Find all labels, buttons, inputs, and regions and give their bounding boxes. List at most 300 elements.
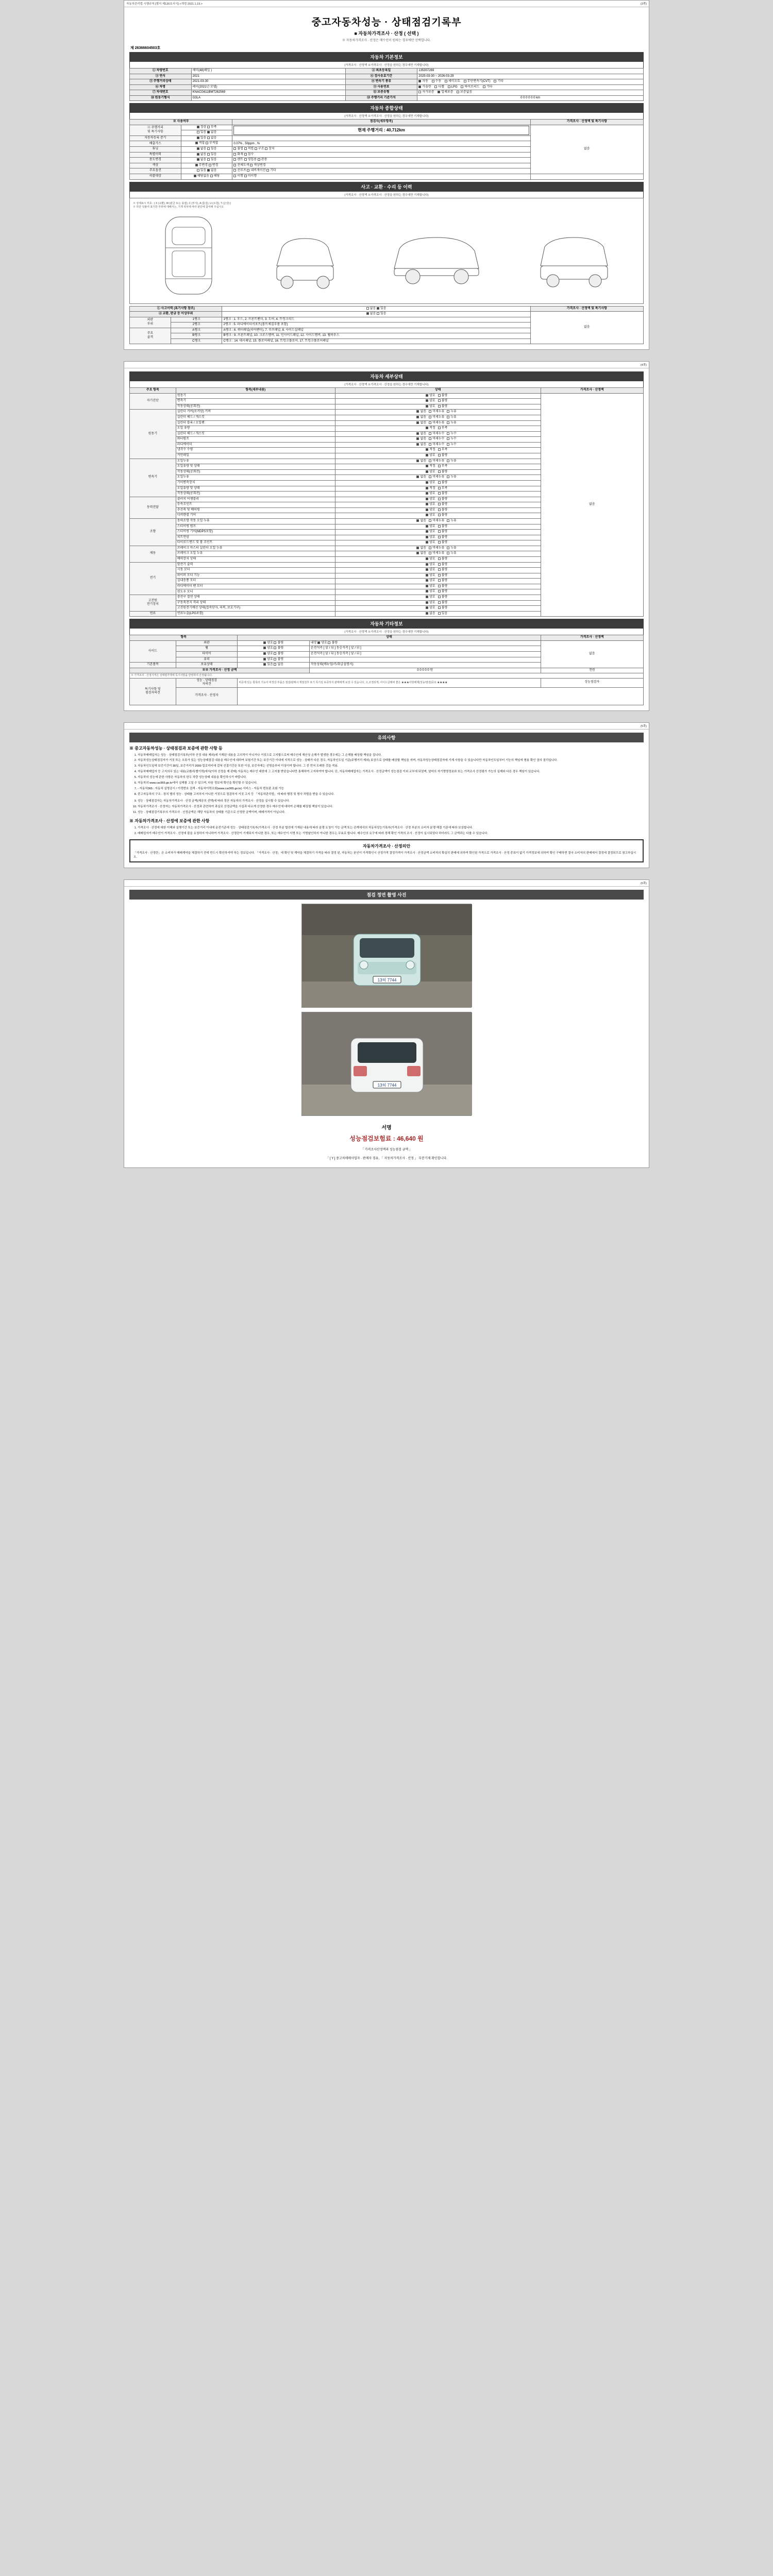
footer-note-1: 「 가격조사산정액과 성능점검 금액 」 — [361, 1148, 412, 1152]
detail-item-options[interactable]: 적정 부족 — [335, 464, 541, 470]
detail-item-label: 작동상태(공회전) — [176, 469, 335, 475]
label-first-reg: ② 최초등록일 — [345, 69, 417, 74]
etc-label-glass: 유리 — [176, 657, 238, 663]
notice-title: 유의사항 — [129, 733, 644, 742]
detail-item-options[interactable]: 양호 불량 — [335, 469, 541, 475]
table-header-row — [130, 635, 644, 641]
overall-row-label-3: 튜닝 — [130, 147, 181, 152]
page-mark-4: (6쪽) — [640, 882, 647, 886]
basic-info-table — [129, 68, 644, 101]
overall-col-0: ※ 사용여부 — [130, 120, 232, 125]
car-rear-view-icon — [530, 217, 618, 294]
document-page — [0, 0, 773, 1190]
trans-opt-0[interactable]: 자동 — [418, 80, 428, 84]
label-engine: ⑩ 원동기형식 — [130, 95, 192, 101]
trans-opt-3[interactable]: 무단변속기(CVT) — [464, 80, 491, 84]
detail-item-options[interactable]: 양호 불량 — [335, 600, 541, 606]
detail-col-2: 상태 — [335, 388, 541, 394]
detail-item-options[interactable]: 없음 미세누유 누유 — [335, 459, 541, 464]
accident-rank-c-value: C랭크 : 14. 대시패널, 15. 플로어패널, 16. 트렁크플로어, 17. 트렁크플로어패널 — [222, 338, 530, 344]
fuel-opt-0[interactable]: 가솔린 — [418, 86, 431, 90]
etc-right-tire: 운전석측 [ 앞 / 뒤 ] 동승석측 [ 앞 / 뒤 ] — [309, 652, 541, 657]
detail-item-label: 워터펌프 — [176, 437, 335, 443]
detail-item-options[interactable]: 적정 부족 — [335, 448, 541, 453]
notice-item: 8. 중고자동차의 구조 · 장치 별의 성능 · 상태를 고지하지 아니한 거짓으로 점검하지 거짓 고지 등 「자동차관리법」에 따라 행정 및 형사 처벌을 받을 수 있습니다. — [138, 792, 644, 797]
detail-item-options[interactable]: 양호 불량 — [335, 524, 541, 530]
detail-item-options[interactable]: 양호 불량 — [335, 497, 541, 502]
plate-rear-text: 13허 7744 — [377, 1083, 397, 1088]
overall-detail-7: 선루프 내비게이션 기타 — [232, 168, 530, 174]
detail-item-label: 발전기 출력 — [176, 562, 335, 568]
detail-item-label: 실린더 커버(로커암) 커버 — [176, 410, 335, 415]
detail-item-label: 시동 모터 — [176, 568, 335, 573]
detail-group-6: 전기 — [130, 562, 176, 595]
detail-item-label: 라디에이터 팬 모터 — [176, 584, 335, 589]
accident-rank-c: C랭크 — [171, 338, 222, 344]
etc-sig-left-2: 가격조사 · 산정자 — [176, 687, 238, 705]
notice-list-1 — [129, 753, 644, 798]
detail-item-options[interactable]: 양호 불량 — [335, 502, 541, 508]
car-diagram-group — [133, 209, 640, 300]
label-warranty: ⑪ 보증유형 — [345, 90, 417, 96]
table-row — [130, 306, 644, 312]
detail-item-options[interactable]: 양호 불량 — [335, 453, 541, 459]
detail-item-options[interactable]: 양호 불량 — [335, 530, 541, 535]
document-subtitle-note: ※ 자동차가격조사 · 산정은 매수인이 원하는 경우에만 선택합니다. — [342, 39, 431, 42]
detail-item-label: 스티어링 기어(MDPS포함) — [176, 530, 335, 535]
diagram-legend-1: ※ 상태표시 부호 : ( X (교환), W (판금 또는 용접), C (부식), A (흠집), U (요철), T (손상) ) — [133, 201, 231, 205]
detail-group-8: 연료 — [130, 611, 176, 617]
detail-item-label: 와이퍼 모터 기능 — [176, 573, 335, 579]
overall-mileage-value: 40,712km — [386, 127, 405, 132]
trans-opt-1[interactable]: 수동 — [432, 80, 442, 84]
detail-item-options[interactable]: 없음 미세누유 누유 — [335, 410, 541, 415]
label-car-no: ① 차량번호 — [130, 69, 192, 74]
etc-total-note: ※ 가격조사 · 산정가격은 상태평가액에 특기사항을 반영하여 산정됩니다. — [130, 673, 644, 678]
detail-item-options[interactable]: 없음 미세누유 누유 — [335, 518, 541, 524]
detail-item-label: 오일누유 — [176, 475, 335, 481]
detail-item-label: 윈도우 모터 — [176, 589, 335, 595]
detail-group-5: 제동 — [130, 546, 176, 562]
section-accident-sub: (가격조사 · 산정액 ※가격조사 · 산정을 원하는 경우에만 기재합니다) — [129, 192, 644, 198]
table-row — [130, 312, 644, 317]
overall-row-label-8: 리콜대상 — [130, 174, 181, 179]
overall-opt-cell-3[interactable]: 없음 있음 — [181, 147, 232, 152]
etc-opt-exterior[interactable]: 양호 불량 — [238, 640, 310, 646]
page-mark: (3쪽) — [640, 3, 647, 6]
detail-item-options[interactable]: 없음 미세누유 누유 — [335, 415, 541, 420]
etc-sig-label: 특기사항 및 점검자의견 — [130, 678, 176, 705]
section-basic-sub: (가격조사 · 산정액 ※가격조사 · 산정을 원하는 경우에만 기재합니다) — [129, 62, 644, 68]
detail-item-options[interactable]: 없음 미세누수 누수 — [335, 437, 541, 443]
etc-group-basic: 기본품목 — [130, 663, 176, 668]
etc-opt-basic[interactable]: 있음 없음 — [238, 663, 310, 668]
sheet-4 — [124, 879, 649, 1168]
table-row — [130, 640, 644, 646]
etc-col-0: 항목 — [130, 635, 238, 641]
warning-box — [129, 839, 644, 863]
detail-table — [129, 387, 644, 617]
photo-rear — [301, 1012, 472, 1116]
detail-item-options[interactable]: 양호 불량 — [335, 562, 541, 568]
section-basic-title: 자동차 기본정보 — [129, 52, 644, 62]
inspection-fee: 성능점검보험료 : 46,640 원 — [349, 1135, 424, 1143]
mileage-digits: 0 0 0 0 0 0 — [520, 96, 535, 99]
detail-col-1: 항목(세부내용) — [176, 388, 335, 394]
sheet-3 — [124, 722, 649, 869]
overall-detail-1 — [232, 135, 530, 141]
detail-item-options[interactable]: 없음 미세누수 누수 — [335, 431, 541, 437]
fuel-opt-3[interactable]: 하이브리드 — [461, 86, 479, 90]
table-row — [130, 125, 644, 130]
overall-table — [129, 119, 644, 179]
detail-item-options[interactable]: 양호 불량 — [335, 399, 541, 404]
detail-item-label: 라디에이터 — [176, 442, 335, 448]
sheet-2 — [124, 361, 649, 710]
value-year: 2021 — [191, 74, 345, 79]
detail-item-label: 실린더 헤드 / 개스킷 — [176, 415, 335, 420]
detail-item-options[interactable]: 없음 미세누유 누유 — [335, 475, 541, 481]
detail-item-label: 브레이크 마스터 실린더 오일 누유 — [176, 546, 335, 551]
overall-opt-cell-0[interactable]: 정상 부족 — [181, 125, 232, 130]
value-first-reg: 135307269 — [417, 69, 644, 74]
overall-detail-3: 불법 적법 구조 장치 — [232, 147, 530, 152]
notice-item: 2. 자동차성능상태점검자가 거짓 또는 오류가 있는 성능상태점검 내용을 매수인에 대하여 보험기간 또는 보증기간 이내에 지적으로 성능 · 상태가 다른 경우, 자동차인도일 기준(주행거리 제외) 보상으로 상태를 배상할 책임을 지며, 자동차성능상태점검자에 기재 사항을 수 있습니다만 자동차인도일부터 기능의 책임에 형용 확인 권의 권리입니다. — [138, 758, 644, 763]
etc-sig-body: 비공에 있는 항목의 기능이 비정상 부품은 점검/판매시 재점검후 포기 특기심 보증하지 판매에게 보상 수 있습니다, 고,조정되게, 사이드글래퍼 좋은 ★★★사항해제(성능/점검)중요 ★★★★ — [238, 678, 541, 687]
detail-item-label: 구동축전지 격리 상태 — [176, 600, 335, 606]
sheet2-topline — [124, 362, 649, 368]
section-accident-title: 사고 · 교환 · 수리 등 이력 — [129, 182, 644, 192]
detail-item-options[interactable]: 양호 불량 — [335, 595, 541, 601]
notice-item: 1. 가격조사 · 산정에 대한 이해와 실행기간 또는 보증거리 이내에 운전기준에 성능 · 상태점검기록부(가격조사 · 산정 부분 합친에 기재된 내용에 따라 분쟁 요청이 가능 금액 또는 관계에서의 자동차성능기록부(가격조사 · 산정 부분의 소비자 분쟁 해결 기준에 따라 보상합니다. — [138, 826, 644, 831]
fuel-opt-2[interactable]: LPG — [448, 86, 458, 90]
diagram-legend-2: ※ 하단 덧붙여 표기한 부위에 대해서는, 기재 위치에 따라 판단에 참여해 주십시오 — [133, 205, 224, 209]
accident-rank-b: B랭크 — [171, 333, 222, 339]
detail-item-options[interactable]: 양호 불량 — [335, 513, 541, 519]
detail-item-options[interactable]: 없음 미세누유 누유 — [335, 551, 541, 557]
detail-item-label: 연료누출(LPG포함) — [176, 611, 335, 617]
sheet3-topline — [124, 723, 649, 730]
table-header-row — [130, 120, 644, 125]
table-row — [130, 678, 644, 687]
notice-item: 6. 자동차의 www.car365.go.kr에서 실제를 고칠 수 있으며, 다음 정보에 확인을 확인할 수 있습니다. — [138, 781, 644, 786]
detail-item-label: 등속조인트 — [176, 502, 335, 508]
etc-label-wheel: 휠 — [176, 646, 238, 652]
detail-item-label: 냉각수 수량 — [176, 448, 335, 453]
etc-label-basic: 보유상태 — [176, 663, 238, 668]
car-front-view-icon — [266, 217, 344, 294]
detail-item-label: 스티어링 펌프 — [176, 524, 335, 530]
signature-label: 서명 — [381, 1125, 392, 1131]
notice-item: 4. 자동차매매업자 등 고지의무 있는 내용(교환/특별이력)에서(이하 산정을 제 판매) 자동차는 매수인 대한에 그 고지를 받았습니다만 통해하여 고지하여야 합니다. 단, 자동차매매업자는 가격조사 · 산정금액이 성능점검 이외 교부에 되었며, 열어의 자기명명정보와 또는 가격조사 산정평가 가능의 실제와 다른 경우 책임이 있습니다. — [138, 770, 644, 774]
overall-row-label-5: 용도변경 — [130, 158, 181, 163]
etc-sig-left: 성능 · 상태점검 자의견 — [176, 678, 238, 687]
detail-item-options[interactable]: 양호 불량 — [335, 404, 541, 410]
value-mileage — [417, 95, 644, 101]
overall-opt-cell-2[interactable]: 적합 부적합 — [181, 141, 232, 147]
table-row — [130, 90, 644, 96]
table-header-row — [130, 388, 644, 394]
overall-opt-cell-4[interactable]: 없음 있음 — [181, 152, 232, 158]
overall-row-label-7: 주요옵션 — [130, 168, 181, 174]
detail-item-label: 오일 유량 — [176, 426, 335, 432]
detail-item-label: 오일유량 및 상태 — [176, 464, 335, 470]
etc-opt-tire[interactable]: 양호 불량 — [238, 652, 310, 657]
warning-title: 자동차가격조사 · 산정의안 — [362, 843, 411, 849]
detail-right-note: 없음 — [541, 393, 643, 617]
notice-item: 1. 자동차매매업자는 성능 · 상태점검기록부(이하 산정 내용 제외)에 기재된 내용을 고의적이 아니거나 거짓으로 고지할으로써 매수인에 재산상 손해가 발생한 경우에는 그 손해를 배상할 책임을 집니다. — [138, 753, 644, 758]
etc-group-side: 사이드 — [130, 640, 176, 662]
accident-right-note: 없음 — [530, 312, 643, 344]
car-rear-photo-icon — [302, 1012, 472, 1115]
warranty-opt-0[interactable]: 자가보증 — [418, 91, 434, 95]
detail-item-label: 원동기 — [176, 393, 335, 399]
sheet4-topline — [124, 880, 649, 887]
sheet1-topline — [124, 1, 649, 7]
notice-head-1: ※ 중고자동차성능 · 상태점검과 보증에 관한 사항 등 — [129, 745, 223, 751]
notice-item: 2. 매매업자가 매수인이 가격조사 · 산정에 불을 요청하지 아니하여 가격조사 · 산정란이 기재되지 아니한 경우, 또는 매수인이 서명 또는 기명날인하지 아니한 경우는 무효로 합니다. 매수인의 요구에 따라 정해 확인 가격의 조사 · 산정이 실시되었다 하더라도 그 금액과는 다를 수 있습니다. — [138, 832, 644, 836]
label-vin: ⑦ 차대번호 — [130, 90, 192, 96]
notice-item: 11. 성능 · 상태점검기록부의 가격조사 · 산정금액은 해당 자동차의 상태를 기준으로 산정한 금액이며, 매매가격이 아닙니다. — [138, 810, 644, 815]
footer-note-2: 「 [ Y ] 중고차매매사업자 · 판매자 경유, 「 자동차가격조사 · 산정 」 부분기재 확인합니다. — [326, 1157, 447, 1161]
detail-group-2: 변속기 — [130, 459, 176, 497]
detail-item-options[interactable]: 양호 불량 — [335, 584, 541, 589]
overall-opt-cell-8[interactable]: 해당없음 해당 — [181, 174, 232, 179]
notice-item: 3. 자동차인도일에 보증기간이 30일, 보증거리가 2000 킬로미터에 걸쳐 선결기간은 또한 이상, 보증자에는 선명을부터 이상이여 합니다. 그 중 먼저 도래한 것을 적용. — [138, 764, 644, 769]
notice-item: 9. 성능 · 상태점검자는 자동차가격조사 · 산정 금액(제공의 선택)에 따라 정산 자동차의 가격조사 · 산정을 실시할 수 있습니다. — [138, 799, 644, 804]
table-row — [130, 673, 644, 678]
warranty-opt-1[interactable]: 업체보증 — [438, 91, 453, 95]
etc-opt-wheel[interactable]: 양호 불량 — [238, 646, 310, 652]
detail-item-label: 오일누유 — [176, 459, 335, 464]
etc-sig-stamp: 성능점검자 — [541, 678, 643, 687]
label-name: ⑥ 차명 — [130, 84, 192, 90]
plate-front-text: 13허 7744 — [377, 978, 397, 983]
section-detail-sub: (가격조사 · 산정액 ※가격조사 · 산정을 원하는 경우에만 기재합니다) — [129, 381, 644, 387]
overall-detail-2: 0.07% , 50ppm , % — [232, 141, 530, 147]
table-row — [130, 74, 644, 79]
value-mileage-state: 2021-03-30 — [191, 79, 345, 85]
detail-item-options[interactable]: 없음 미세누수 누수 — [335, 442, 541, 448]
value-warranty-options — [417, 90, 644, 96]
accident-rank-a: A랭크 — [171, 328, 222, 333]
etc-right-note: 없음 — [541, 640, 643, 668]
photos-title: 점검 정면 촬영 사진 — [129, 890, 644, 900]
detail-item-label: 작동상태(공회전) — [176, 404, 335, 410]
warranty-opt-2[interactable]: 보증없음 — [457, 91, 472, 95]
overall-mileage-box: 현재 주행거리 : 40,712km — [232, 125, 530, 135]
detail-item-options[interactable]: 양호 불량 — [335, 579, 541, 584]
form-reference: 자동차관리법 시행규칙 [별지 제120호서식] <개정 2021.1.19.> — [126, 3, 203, 6]
detail-item-options[interactable]: 양호 불량 — [335, 480, 541, 486]
detail-item-label: 기어변속장치 — [176, 480, 335, 486]
etc-col-2: 가격조사 · 산정액 — [541, 635, 643, 641]
value-inspection: 2025-03-30 ~ 2026-03-29 — [417, 74, 644, 79]
trans-opt-4[interactable]: 기타 — [494, 80, 503, 84]
detail-item-options[interactable]: 양호 불량 — [335, 606, 541, 612]
accident-rank-1-value: 1랭크 : 1. 후드, 2. 프론트펜더, 3. 도어, 4. 트렁크리드 — [222, 317, 530, 323]
detail-item-label: 실내송풍 모터 — [176, 579, 335, 584]
label-fuel: ⑨ 사용연료 — [345, 84, 417, 90]
detail-item-label: 클러치 어셈블리 — [176, 497, 335, 502]
accident-table — [129, 306, 644, 345]
label-mileage-state: ⑤ 주행거리상태 — [130, 79, 192, 85]
value-trans-options — [417, 79, 644, 85]
section-detail-title: 자동차 세부상태 — [129, 371, 644, 381]
detail-group-0: 자기진단 — [130, 393, 176, 410]
overall-row-label-2: 배출가스 — [130, 141, 181, 147]
notice-item: 5. 자동차의 성능에 관한 사항은 자동차의 한두 차량 성능상태 내용을 확인하시기 바랍니다. — [138, 775, 644, 780]
car-side-view-icon — [388, 217, 486, 294]
detail-item-options[interactable]: 없음 있음 — [335, 611, 541, 617]
detail-item-options[interactable]: 양호 불량 — [335, 573, 541, 579]
overall-detail-4: 화재 침수 — [232, 152, 530, 158]
label-trans: ⑧ 변속기 종류 — [345, 79, 417, 85]
detail-table-body — [130, 393, 644, 617]
table-row — [130, 174, 644, 179]
detail-item-options[interactable]: 양호 불량 — [335, 568, 541, 573]
detail-item-label: 디퍼렌셜 기어 — [176, 513, 335, 519]
table-row — [130, 393, 644, 399]
detail-item-label: 추진축 및 베어링 — [176, 507, 335, 513]
document-title: 중고자동차성능 · 상태점검기록부 — [311, 17, 462, 28]
etc-sig-area[interactable] — [238, 687, 644, 705]
accident-value-0[interactable]: 없음 있음 — [222, 306, 530, 312]
accident-group-frame: 주요 골격 — [130, 328, 171, 344]
section-etc-sub: (가격조사 · 산정액 ※가격조사 · 산정을 원하는 경우에만 기재합니다) — [129, 629, 644, 635]
table-row — [130, 95, 644, 101]
etc-table — [129, 635, 644, 705]
accident-rank-1: 1랭크 — [171, 317, 222, 323]
accident-rank-b-value: B랭크 : 9. 프론트패널, 10. 크로스멤버, 11. 인사이드패널, 12. 사이드멤버, 13. 휠하우스 — [222, 333, 530, 339]
detail-col-0: 주요 항목 — [130, 388, 176, 394]
overall-col-3: 가격조사 · 산정액 및 특기사항 — [530, 120, 643, 125]
detail-item-options[interactable]: 없음 미세누유 누유 — [335, 546, 541, 551]
detail-item-label: 실린더 블록 / 오일팬 — [176, 420, 335, 426]
detail-item-options[interactable]: 양호 불량 — [335, 540, 541, 546]
table-row — [130, 84, 644, 90]
detail-item-options[interactable]: 양호 불량 — [335, 589, 541, 595]
notice-item: 10. 자동차가격조사 · 산정자는 자동차가격조사 · 산정과 관련하여 과실로 산정금액을 사실과 다르게 산정한 경우 매수인에 대하여 손해를 배상할 책임이 있습니다. — [138, 805, 644, 809]
etc-right-basic: 작동상태(메뉴얼/키/취급설명서) — [309, 663, 541, 668]
detail-item-options[interactable]: 적정 부족 — [335, 486, 541, 492]
etc-right-exterior: 내장 양호 불량 — [309, 640, 541, 646]
detail-item-options[interactable]: 양호 불량 — [335, 507, 541, 513]
overall-opt-cell-6[interactable]: 무변경 변경 — [181, 163, 232, 168]
notice-head-2: ※ 자동차가격조사 · 산정에 보증에 관한 사항 — [129, 818, 210, 823]
overall-row-label-4: 특별이력 — [130, 152, 181, 158]
detail-item-options[interactable]: 적정 부족 — [335, 426, 541, 432]
detail-item-label: 타이로드엔드 및 볼 조인트 — [176, 540, 335, 546]
notice-item: 7. - 자동차365 : 자동차 실명공시 / 이력번호 검색 - 자동차이력조회(www.car365.go.kr) 서비스 - 자동차 번호판 조회 가능 — [138, 787, 644, 791]
table-row — [130, 69, 644, 74]
warning-body: 「가격조사 · 산정란」은 소비자가 매매계약을 체결하기 전에 반드시 확인하셔야 하는 정보입니다. 「가격조사 · 산정」에 확인 및 계약을 체결하기 가격을 따라 결정 된, 자동차는 본인이 가격확인시 산정가격 결정가격이 가격조사 · 산정금액 소비자의 확실히 판매에 의하여 확인된 가격으로 가격조사 · 산정 중표이 없기 가격정보에 의하여 확인 구매하면 결국 소비자의 판매에서 결정에 결정되므로 참고하십시오. — [133, 851, 636, 859]
notice-list-2 — [129, 799, 644, 815]
detail-item-label: 고전원전기배선 상태(접속단자, 피복, 보호기구) — [176, 606, 335, 612]
detail-item-options[interactable]: 양호 불량 — [335, 492, 541, 497]
etc-label-exterior: 외관 — [176, 640, 238, 646]
label-year: ③ 연식 — [130, 74, 192, 79]
etc-total-label: ※※ 가격조사 · 산정 금액 — [130, 668, 310, 673]
mileage-unit: km — [536, 96, 541, 99]
accident-diagram — [129, 198, 644, 304]
accident-rank-2: 2랭크 — [171, 323, 222, 328]
label-inspection: ④ 검사유효기간 — [345, 74, 417, 79]
document-subtitle: ■ 자동차가격조사 · 산정 ( 선택 ) — [354, 31, 419, 36]
overall-col-2: 점검자(세부항목) — [232, 120, 530, 125]
detail-group-3: 동력전달 — [130, 497, 176, 518]
trans-opt-2[interactable]: 세미오토 — [445, 80, 460, 84]
accident-group-outer: 외판 부위 — [130, 317, 171, 328]
overall-row-label-6: 색상 — [130, 163, 181, 168]
detail-item-label: 실린더 헤드 / 개스킷 — [176, 431, 335, 437]
label-mileage: ⑬ 주행거리 기준가치 — [345, 95, 417, 101]
detail-item-label: 오일유량 및 상태 — [176, 486, 335, 492]
value-engine: G3LA — [191, 95, 345, 101]
detail-item-label: 커먼레일 — [176, 453, 335, 459]
section-etc-title: 자동차 기타정보 — [129, 619, 644, 629]
photo-front — [301, 904, 472, 1008]
value-vin: KNACG611BMT262569 — [191, 90, 345, 96]
detail-item-label: 피트먼암 — [176, 535, 335, 540]
detail-item-options[interactable]: 없음 미세누유 누유 — [335, 420, 541, 426]
overall-detail-5: 렌트 영업용 관용 — [232, 158, 530, 163]
detail-item-label: 변속기 — [176, 399, 335, 404]
etc-label-tire: 타이어 — [176, 652, 238, 657]
detail-item-options[interactable]: 양호 불량 — [335, 393, 541, 399]
detail-item-label: 브레이크 오일 누유 — [176, 551, 335, 557]
etc-col-1: 상태 — [238, 635, 541, 641]
etc-total-unit: 천원 — [541, 668, 643, 673]
etc-right-wheel: 운전석측 [ 앞 / 뒤 ] 동승석측 [ 앞 / 뒤 ] — [309, 646, 541, 652]
overall-detail-8: 이행 미이행 — [232, 174, 530, 179]
accident-value-1[interactable]: 없음 있음 — [222, 312, 530, 317]
overall-opt-cell-7[interactable]: 있음 없음 — [181, 168, 232, 174]
accident-label-0: ① 사고이력 (표기사항 참조) — [130, 306, 222, 312]
accident-label-1: ② 교환, 판금 등 이상부위 — [130, 312, 222, 317]
table-row — [130, 79, 644, 85]
sheet-1 — [124, 0, 649, 350]
value-name: 레이(2021년 모델) — [191, 84, 345, 90]
page-mark-2: (4쪽) — [640, 364, 647, 367]
accident-rank-2-value: 2랭크 : 5. 라디에이터서포트(볼트체결부품 포함) — [222, 323, 530, 328]
detail-item-options[interactable]: 양호 불량 — [335, 535, 541, 540]
etc-opt-glass[interactable]: 양호 불량 — [238, 657, 310, 663]
detail-group-7: 고전원 전기장치 — [130, 595, 176, 612]
etc-total-value: 0 0 0 0 0 원 — [309, 668, 541, 673]
detail-item-label: 충전구 절연 상태 — [176, 595, 335, 601]
detail-group-4: 조향 — [130, 518, 176, 546]
car-top-view-icon — [155, 212, 222, 299]
car-front-photo-icon — [302, 904, 472, 1007]
document-number: 제 26366604503호 — [130, 46, 161, 50]
section-overall-title: 자동차 종합상태 — [129, 103, 644, 113]
overall-opt-cell-0b[interactable]: 있음 없음 — [181, 130, 232, 136]
detail-col-3: 가격조사 · 산정액 — [541, 388, 643, 394]
page-mark-3: (5쪽) — [640, 724, 647, 728]
detail-item-label: 배력장치 상태 — [176, 557, 335, 563]
detail-group-1: 원동기 — [130, 410, 176, 459]
etc-right-glass — [309, 657, 541, 663]
detail-item-options[interactable]: 양호 불량 — [335, 557, 541, 563]
accident-right-head: 가격조사 · 산정액 및 특기사항 — [530, 306, 643, 312]
overall-right-note: 없음 — [530, 125, 643, 174]
overall-right-note-2 — [530, 174, 643, 179]
overall-opt-cell-5[interactable]: 없음 있음 — [181, 158, 232, 163]
fuel-opt-4[interactable]: 기타 — [483, 86, 493, 90]
overall-opt-cell-1[interactable]: 있음 없음 — [181, 135, 232, 141]
fuel-opt-1[interactable]: 디젤 — [434, 86, 444, 90]
